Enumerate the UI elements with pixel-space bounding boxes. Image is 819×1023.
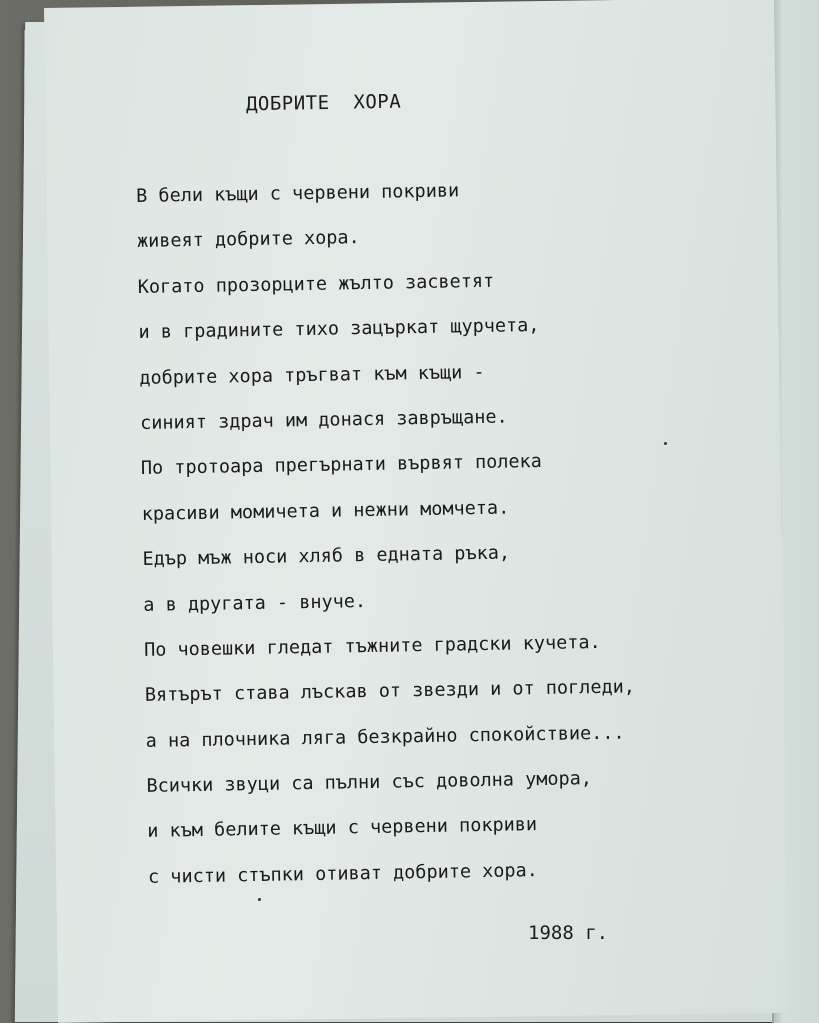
poem-line: Когато прозорците жълто засветят — [137, 270, 495, 298]
poem-year: 1988 г. — [528, 922, 609, 944]
poem-line: а на плочника ляга безкрайно спокойствие... — [145, 722, 625, 752]
poem-line: и към белите къщи с червени покриви — [147, 814, 538, 843]
poem-body — [136, 176, 729, 912]
poem-line: Едър мъж носи хляб в едната ръка, — [142, 542, 511, 571]
poem-line: синият здрач им донася завръщане. — [139, 406, 508, 434]
poem-line: добрите хора тръгват към къщи - — [139, 361, 485, 389]
poem-line: живеят добрите хора. — [136, 227, 360, 253]
poem-line: По човешки гледат тъжните градски кучета. — [143, 631, 601, 661]
ink-speck — [258, 898, 261, 901]
poem-line: Всички звуци са пълни със доволна умора, — [146, 768, 593, 797]
ink-speck — [664, 442, 667, 445]
poem-line: В бели къщи с червени покриви — [136, 180, 460, 207]
poem-line: и в градините тихо зацъркат щурчета, — [138, 315, 540, 344]
poem-line: Вятърът става лъскав от звезди и от погледи, — [144, 676, 636, 707]
poem-line: а в другата - внуче. — [143, 590, 367, 616]
poem-line: с чисти стъпки отиват добрите хора. — [147, 859, 539, 888]
poem-line: По тротоара прегърнати вървят полека — [140, 451, 543, 480]
poem-title: ДОБРИТЕ ХОРА — [245, 90, 402, 116]
poem-line: красиви момичета и нежни момчета. — [141, 497, 510, 525]
